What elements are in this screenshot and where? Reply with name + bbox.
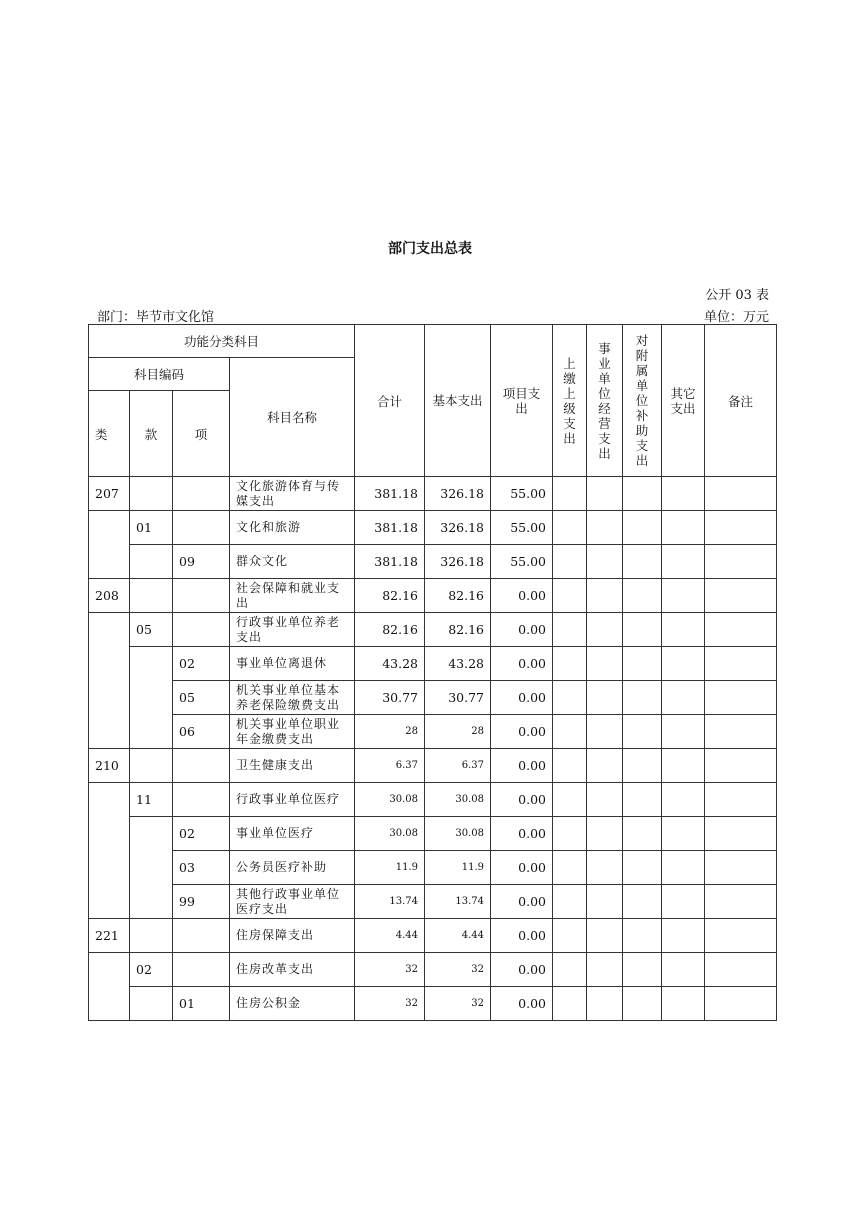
cell-xiang xyxy=(173,511,230,545)
cell-project: 0.00 xyxy=(491,647,553,681)
cell-xiang: 01 xyxy=(173,987,230,1021)
table-row xyxy=(89,783,777,817)
cell-kuan: 02 xyxy=(130,953,173,987)
table-row xyxy=(89,919,777,953)
cell-xiang: 06 xyxy=(173,715,230,749)
cell-basic: 326.18 xyxy=(425,545,491,579)
cell-project: 0.00 xyxy=(491,919,553,953)
cell-basic: 30.08 xyxy=(425,817,491,851)
cell-kuan xyxy=(130,987,173,1021)
form-number: 公开 03 表 xyxy=(705,288,769,303)
cell-kuan: 05 xyxy=(130,613,173,647)
cell-basic: 4.44 xyxy=(425,919,491,953)
cell-kuan xyxy=(130,477,173,511)
cell-lei: 210 xyxy=(89,749,130,783)
cell-project: 0.00 xyxy=(491,715,553,749)
cell-project: 0.00 xyxy=(491,749,553,783)
header-remark: 备注 xyxy=(705,325,777,477)
cell-xiang xyxy=(173,919,230,953)
header-lei: 类 xyxy=(89,391,130,477)
cell-kuan: 01 xyxy=(130,511,173,545)
cell-project: 0.00 xyxy=(491,613,553,647)
cell-name: 机关事业单位职业年金缴费支出 xyxy=(230,715,355,749)
header-business: 事业单位经营支出 xyxy=(587,325,623,477)
header-total: 合计 xyxy=(355,325,425,477)
table-row xyxy=(89,545,777,579)
cell-name: 公务员医疗补助 xyxy=(230,851,355,885)
table-row xyxy=(89,511,777,545)
cell-xiang xyxy=(173,749,230,783)
expenditure-table xyxy=(88,324,777,1021)
table-row xyxy=(89,953,777,987)
header-upper: 上缴上级支出 xyxy=(553,325,587,477)
cell-lei: 207 xyxy=(89,477,130,511)
cell-basic: 30.08 xyxy=(425,783,491,817)
cell-total: 32 xyxy=(355,953,425,987)
cell-total: 11.9 xyxy=(355,851,425,885)
cell-total: 32 xyxy=(355,987,425,1021)
cell-basic: 28 xyxy=(425,715,491,749)
header-subject-name: 科目名称 xyxy=(230,358,355,477)
cell-kuan xyxy=(130,647,173,749)
table-row xyxy=(89,817,777,851)
header-subject-code: 科目编码 xyxy=(89,358,230,391)
cell-xiang xyxy=(173,953,230,987)
table-row xyxy=(89,715,777,749)
cell-name: 文化旅游体育与传媒支出 xyxy=(230,477,355,511)
cell-total: 6.37 xyxy=(355,749,425,783)
header-other: 其它支出 xyxy=(662,325,705,477)
unit-label: 单位：万元 xyxy=(703,310,769,325)
cell-project: 0.00 xyxy=(491,851,553,885)
cell-project: 55.00 xyxy=(491,477,553,511)
cell-name: 机关事业单位基本养老保险缴费支出 xyxy=(230,681,355,715)
cell-name: 住房公积金 xyxy=(230,987,355,1021)
cell-xiang xyxy=(173,613,230,647)
cell-project: 0.00 xyxy=(491,817,553,851)
table-row xyxy=(89,477,777,511)
cell-kuan xyxy=(130,749,173,783)
cell-project: 0.00 xyxy=(491,579,553,613)
cell-lei: 208 xyxy=(89,579,130,613)
cell-total: 82.16 xyxy=(355,613,425,647)
cell-total: 381.18 xyxy=(355,477,425,511)
cell-xiang: 09 xyxy=(173,545,230,579)
cell-xiang: 99 xyxy=(173,885,230,919)
cell-name: 事业单位医疗 xyxy=(230,817,355,851)
cell-project: 0.00 xyxy=(491,681,553,715)
cell-name: 住房保障支出 xyxy=(230,919,355,953)
cell-total: 13.74 xyxy=(355,885,425,919)
header-basic: 基本支出 xyxy=(425,325,491,477)
cell-kuan xyxy=(130,919,173,953)
cell-basic: 30.77 xyxy=(425,681,491,715)
cell-name: 社会保障和就业支出 xyxy=(230,579,355,613)
cell-name: 住房改革支出 xyxy=(230,953,355,987)
header-subsidiary: 对附属单位补助支出 xyxy=(623,325,662,477)
cell-total: 4.44 xyxy=(355,919,425,953)
cell-name: 其他行政事业单位医疗支出 xyxy=(230,885,355,919)
cell-name: 行政事业单位医疗 xyxy=(230,783,355,817)
cell-xiang: 02 xyxy=(173,817,230,851)
cell-lei: 221 xyxy=(89,919,130,953)
table-row xyxy=(89,851,777,885)
cell-xiang xyxy=(173,579,230,613)
cell-xiang xyxy=(173,783,230,817)
cell-total: 30.77 xyxy=(355,681,425,715)
cell-total: 30.08 xyxy=(355,783,425,817)
cell-total: 82.16 xyxy=(355,579,425,613)
table-row xyxy=(89,579,777,613)
cell-lei xyxy=(89,953,130,1021)
cell-basic: 13.74 xyxy=(425,885,491,919)
cell-total: 30.08 xyxy=(355,817,425,851)
cell-name: 事业单位离退休 xyxy=(230,647,355,681)
cell-basic: 32 xyxy=(425,987,491,1021)
cell-lei xyxy=(89,613,130,749)
cell-xiang: 05 xyxy=(173,681,230,715)
cell-kuan xyxy=(130,817,173,919)
department-label: 部门：毕节市文化馆 xyxy=(97,310,215,325)
cell-name: 卫生健康支出 xyxy=(230,749,355,783)
table-row xyxy=(89,749,777,783)
table-row xyxy=(89,613,777,647)
cell-project: 55.00 xyxy=(491,511,553,545)
cell-name: 行政事业单位养老支出 xyxy=(230,613,355,647)
cell-basic: 82.16 xyxy=(425,613,491,647)
header-xiang: 项 xyxy=(173,391,230,477)
cell-basic: 6.37 xyxy=(425,749,491,783)
cell-basic: 11.9 xyxy=(425,851,491,885)
cell-total: 43.28 xyxy=(355,647,425,681)
cell-kuan: 11 xyxy=(130,783,173,817)
cell-basic: 326.18 xyxy=(425,477,491,511)
cell-name: 群众文化 xyxy=(230,545,355,579)
cell-kuan xyxy=(130,579,173,613)
cell-basic: 326.18 xyxy=(425,511,491,545)
cell-basic: 82.16 xyxy=(425,579,491,613)
table-row xyxy=(89,885,777,919)
cell-total: 381.18 xyxy=(355,511,425,545)
cell-lei xyxy=(89,783,130,919)
header-project: 项目支出 xyxy=(491,325,553,477)
cell-project: 0.00 xyxy=(491,987,553,1021)
cell-kuan xyxy=(130,545,173,579)
cell-lei xyxy=(89,511,130,579)
cell-xiang xyxy=(173,477,230,511)
table-row xyxy=(89,647,777,681)
header-func-category: 功能分类科目 xyxy=(89,325,355,358)
cell-total: 381.18 xyxy=(355,545,425,579)
page-title: 部门支出总表 xyxy=(388,241,472,257)
cell-total: 28 xyxy=(355,715,425,749)
cell-project: 0.00 xyxy=(491,783,553,817)
table-row xyxy=(89,987,777,1021)
cell-xiang: 02 xyxy=(173,647,230,681)
cell-basic: 43.28 xyxy=(425,647,491,681)
header-kuan: 款 xyxy=(130,391,173,477)
cell-xiang: 03 xyxy=(173,851,230,885)
cell-project: 55.00 xyxy=(491,545,553,579)
cell-project: 0.00 xyxy=(491,885,553,919)
table-row xyxy=(89,681,777,715)
cell-project: 0.00 xyxy=(491,953,553,987)
cell-basic: 32 xyxy=(425,953,491,987)
cell-name: 文化和旅游 xyxy=(230,511,355,545)
